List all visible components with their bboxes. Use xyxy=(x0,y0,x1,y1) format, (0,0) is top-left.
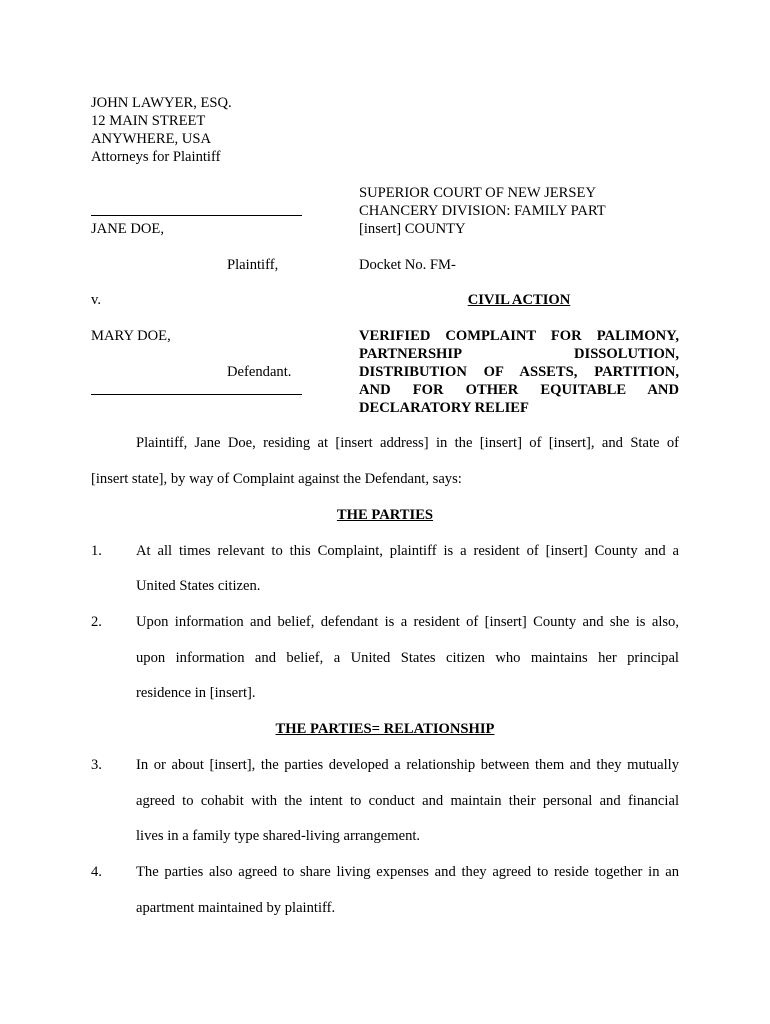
plaintiff-name: JANE DOE, xyxy=(91,221,164,237)
complaint-title-line-3: DISTRIBUTION OF ASSETS, PARTITION, xyxy=(359,364,679,380)
attorney-city: ANYWHERE, USA xyxy=(91,131,211,147)
paragraph-line: United States citizen. xyxy=(136,578,261,594)
plaintiff-label: Plaintiff, xyxy=(227,257,279,273)
paragraph-line: upon information and belief, a United States citizen who maintains her principal xyxy=(136,650,679,666)
versus: v. xyxy=(91,292,101,308)
paragraph-line: Upon information and belief, defendant is a resident of [insert] County and she is also, xyxy=(136,614,679,630)
paragraph-number: 1. xyxy=(91,543,102,559)
attorney-name: JOHN LAWYER, ESQ. xyxy=(91,95,232,111)
paragraph-line: apartment maintained by plaintiff. xyxy=(136,900,336,916)
complaint-title-line-2: PARTNERSHIP DISSOLUTION, xyxy=(359,346,679,362)
intro-line-2: [insert state], by way of Complaint against the Defendant, says: xyxy=(91,471,462,487)
paragraph-number: 3. xyxy=(91,757,102,773)
court-name: SUPERIOR COURT OF NEW JERSEY xyxy=(359,185,596,201)
paragraph-line: The parties also agreed to share living expenses and they agreed to reside together in an xyxy=(136,864,679,880)
paragraph-line: residence in [insert]. xyxy=(136,685,256,701)
paragraph-line: lives in a family type shared-living arrangement. xyxy=(136,828,421,844)
defendant-label: Defendant. xyxy=(227,364,292,380)
complaint-title-line-1: VERIFIED COMPLAINT FOR PALIMONY, xyxy=(359,328,679,344)
attorney-street: 12 MAIN STREET xyxy=(91,113,206,129)
court-division: CHANCERY DIVISION: FAMILY PART xyxy=(359,203,606,219)
civil-action-heading: CIVIL ACTION xyxy=(467,292,571,308)
section-heading-relationship: THE PARTIES= RELATIONSHIP xyxy=(275,721,495,737)
paragraph-line: agreed to cohabit with the intent to conduct and maintain their personal and financial xyxy=(136,793,679,809)
caption-rule-bottom xyxy=(91,394,302,395)
intro-line-1: Plaintiff, Jane Doe, residing at [insert address] in the [insert] of [insert], and State of xyxy=(136,435,679,451)
caption-rule-top xyxy=(91,215,302,216)
paragraph-number: 2. xyxy=(91,614,102,630)
court-county: [insert] COUNTY xyxy=(359,221,466,237)
complaint-title-line-4: AND FOR OTHER EQUITABLE AND xyxy=(359,382,679,398)
paragraph-line: In or about [insert], the parties developed a relationship between them and they mutually xyxy=(136,757,679,773)
complaint-title-line-5: DECLARATORY RELIEF xyxy=(359,400,529,416)
section-heading-parties: THE PARTIES xyxy=(336,507,434,523)
defendant-name: MARY DOE, xyxy=(91,328,171,344)
paragraph-line: At all times relevant to this Complaint, plaintiff is a resident of [insert] County and a xyxy=(136,543,679,559)
attorney-role: Attorneys for Plaintiff xyxy=(91,149,221,165)
paragraph-number: 4. xyxy=(91,864,102,880)
docket-number: Docket No. FM- xyxy=(359,257,456,273)
